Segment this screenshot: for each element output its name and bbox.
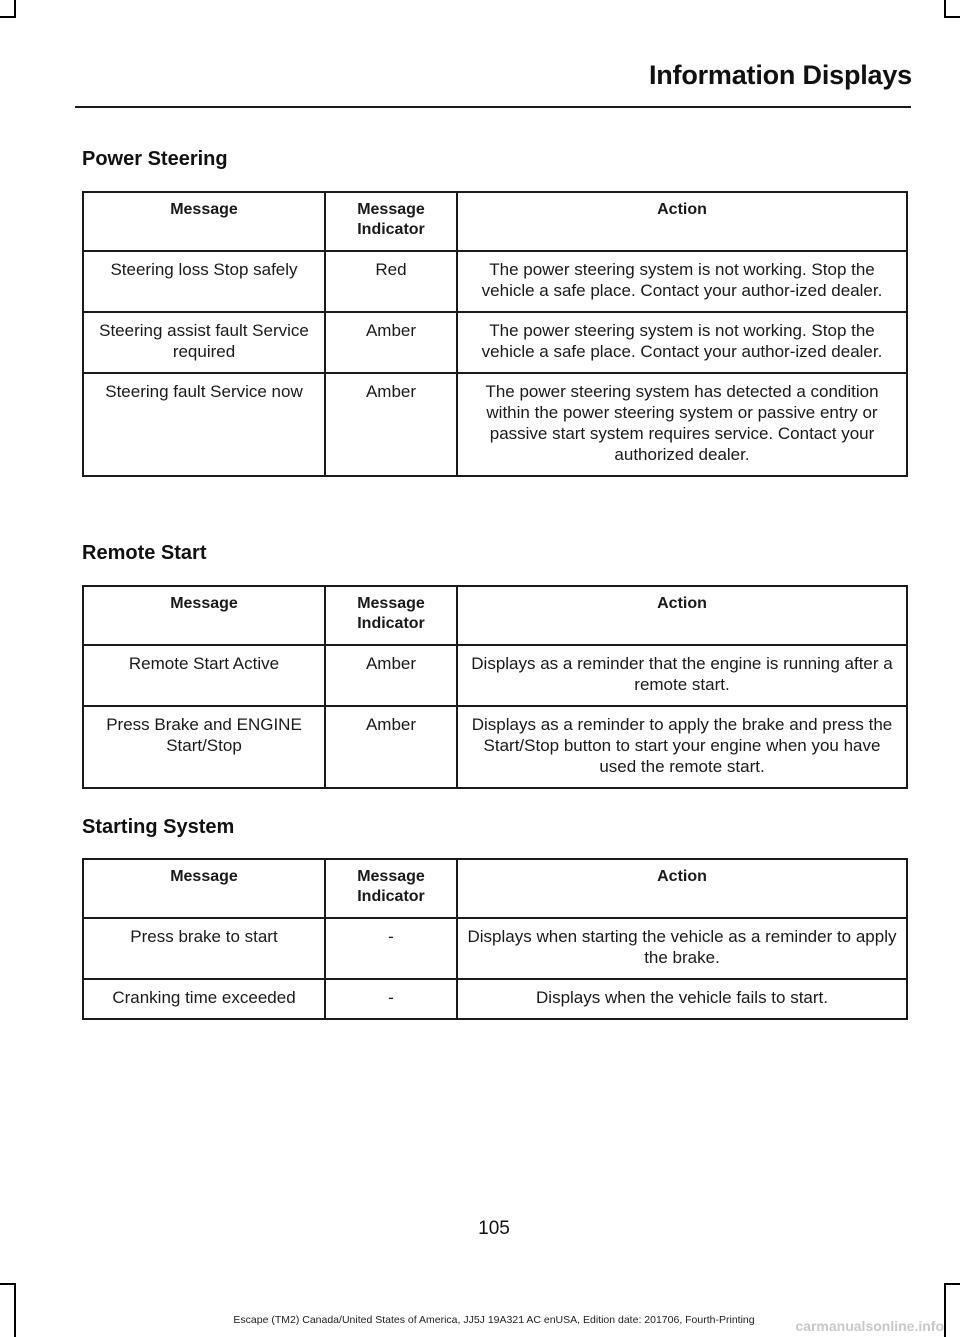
column-header-indicator: Message Indicator bbox=[325, 586, 457, 645]
title-divider bbox=[75, 106, 911, 108]
cell-action: The power steering system is not working. Stop the vehicle a safe place. Contact your author-ized dealer. bbox=[457, 251, 907, 312]
column-header-action: Action bbox=[457, 859, 907, 918]
crop-mark bbox=[944, 1283, 960, 1285]
table-row bbox=[83, 918, 907, 979]
column-header-message: Message bbox=[83, 192, 325, 251]
crop-mark bbox=[14, 1283, 16, 1337]
cell-action: The power steering system is not working. Stop the vehicle a safe place. Contact your author-ized dealer. bbox=[457, 312, 907, 373]
table-row bbox=[83, 312, 907, 373]
cell-indicator: Amber bbox=[325, 645, 457, 706]
table-row bbox=[83, 979, 907, 1019]
cell-indicator: Amber bbox=[325, 312, 457, 373]
cell-message: Remote Start Active bbox=[83, 645, 325, 706]
cell-message: Press Brake and ENGINE Start/Stop bbox=[83, 706, 325, 788]
cell-action: The power steering system has detected a condition within the power steering system or passive entry or passive start system requires service. Contact your authorized dealer. bbox=[457, 373, 907, 476]
section-title: Starting System bbox=[82, 816, 235, 838]
message-table bbox=[82, 858, 908, 1020]
cell-action: Displays as a reminder to apply the brake and press the Start/Stop button to start your engine when you have used the remote start. bbox=[457, 706, 907, 788]
column-header-indicator: Message Indicator bbox=[325, 192, 457, 251]
cell-indicator: Amber bbox=[325, 373, 457, 476]
cell-message: Cranking time exceeded bbox=[83, 979, 325, 1019]
column-header-message: Message bbox=[83, 859, 325, 918]
cell-indicator: Red bbox=[325, 251, 457, 312]
footer-text: Escape (TM2) Canada/United States of America, JJ5J 19A321 AC enUSA, Edition date: 201706, Fourth-Printing bbox=[233, 1314, 755, 1326]
column-header-action: Action bbox=[457, 192, 907, 251]
cell-action: Displays when the vehicle fails to start. bbox=[457, 979, 907, 1019]
section-title: Power Steering bbox=[82, 148, 228, 170]
cell-indicator: - bbox=[325, 979, 457, 1019]
column-header-message: Message bbox=[83, 586, 325, 645]
crop-mark bbox=[944, 1283, 946, 1337]
page-title: Information Displays bbox=[648, 60, 912, 90]
cell-action: Displays as a reminder that the engine is running after a remote start. bbox=[457, 645, 907, 706]
table-header-row bbox=[83, 859, 907, 918]
cell-action: Displays when starting the vehicle as a reminder to apply the brake. bbox=[457, 918, 907, 979]
table-row bbox=[83, 373, 907, 476]
section-remote-start bbox=[82, 538, 906, 789]
crop-mark bbox=[0, 16, 16, 18]
crop-mark bbox=[0, 1283, 16, 1285]
column-header-action: Action bbox=[457, 586, 907, 645]
cell-message: Steering fault Service now bbox=[83, 373, 325, 476]
message-table bbox=[82, 585, 908, 789]
column-header-indicator: Message Indicator bbox=[325, 859, 457, 918]
section-starting-system bbox=[82, 812, 906, 1020]
watermark: carmanualsonline.info bbox=[795, 1318, 944, 1334]
crop-mark bbox=[944, 16, 960, 18]
cell-indicator: Amber bbox=[325, 706, 457, 788]
table-row bbox=[83, 645, 907, 706]
table-row bbox=[83, 706, 907, 788]
cell-message: Steering loss Stop safely bbox=[83, 251, 325, 312]
cell-indicator: - bbox=[325, 918, 457, 979]
table-header-row bbox=[83, 192, 907, 251]
cell-message: Steering assist fault Service required bbox=[83, 312, 325, 373]
section-title: Remote Start bbox=[82, 542, 207, 564]
page-number: 105 bbox=[478, 1218, 510, 1239]
table-row bbox=[83, 251, 907, 312]
message-table bbox=[82, 191, 908, 477]
section-power-steering bbox=[82, 144, 906, 477]
cell-message: Press brake to start bbox=[83, 918, 325, 979]
table-header-row bbox=[83, 586, 907, 645]
